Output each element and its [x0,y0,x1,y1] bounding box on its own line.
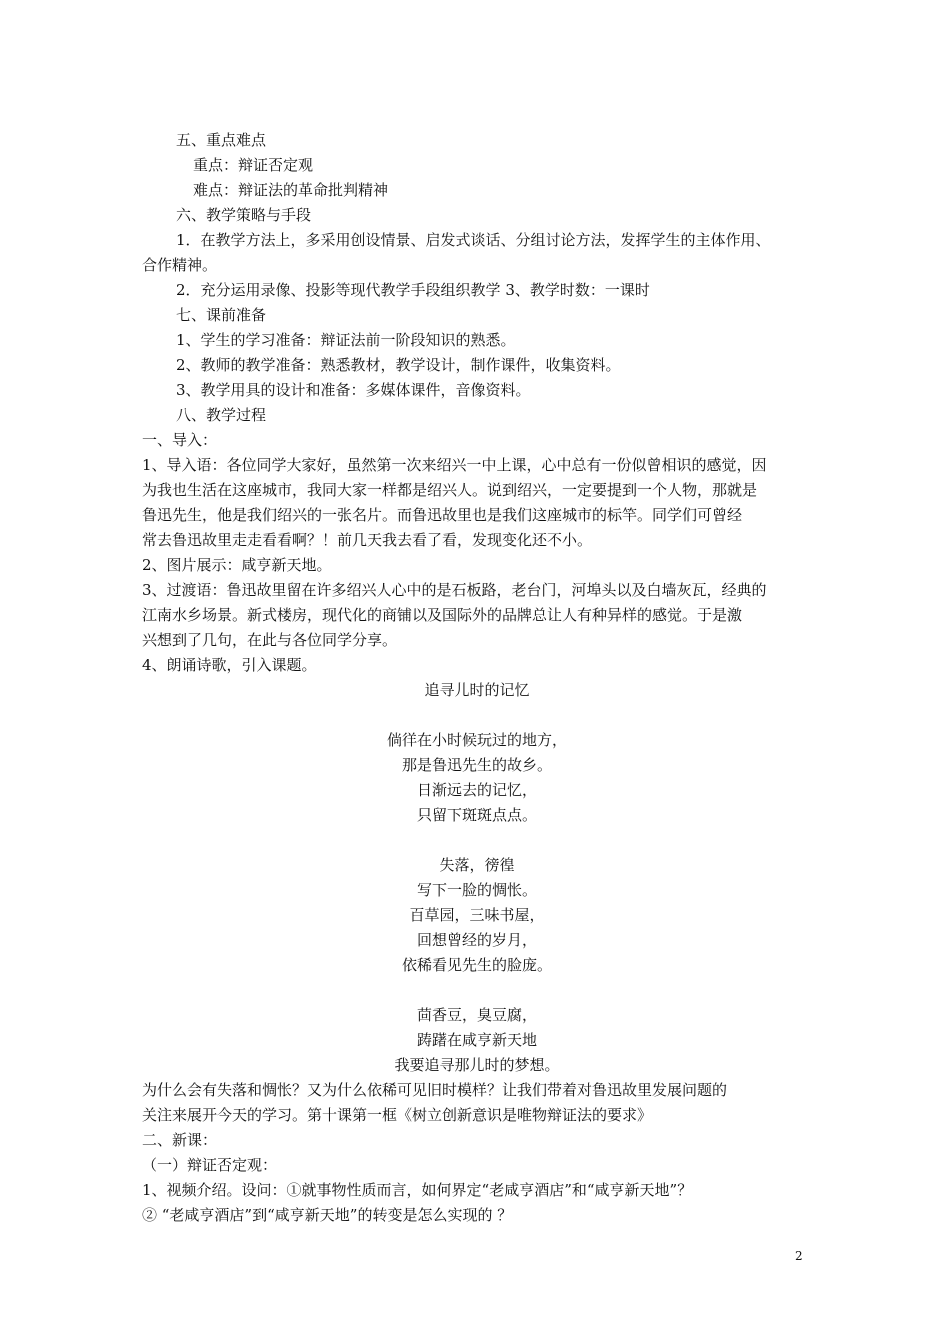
paragraph-line: ② “老咸亨酒店”到“咸亨新天地”的转变是怎么实现的 ？ [142,1206,513,1224]
paragraph-line: 1、导入语：各位同学大家好，虽然第一次来绍兴一中上课，心中总有一份似曾相识的感觉，因 [142,456,767,474]
poem-line: 依稀看见先生的脸庞。 [401,956,552,974]
section-new-lesson-heading: 二、新课： [142,1131,218,1149]
poem-line: 只留下斑斑点点。 [416,806,537,824]
heading-6: 六、教学策略与手段 [176,206,312,224]
heading-5: 五、重点难点 [176,131,267,149]
paragraph-line: 合作精神。 [142,256,218,274]
poem-line: 茴香豆，臭豆腐， [416,1006,537,1024]
heading-7: 七、课前准备 [176,306,267,324]
paragraph-line: 关注来展开今天的学习。第十课第一框《树立创新意识是唯物辩证法的要求》 [142,1106,653,1124]
paragraph-line: 兴想到了几句，在此与各位同学分享。 [142,631,398,649]
paragraph-line: 江南水乡场景。新式楼房，现代化的商铺以及国际外的品牌总让人有种异样的感觉。于是激 [142,606,743,624]
paragraph-line: 1、学生的学习准备：辩证法前一阶段知识的熟悉。 [176,331,516,349]
difficult-point: 难点：辩证法的革命批判精神 [193,181,389,199]
section-intro-heading: 一、导入： [142,431,218,449]
poem-line: 我要追寻那儿时的梦想。 [394,1056,560,1074]
poem-line: 倘徉在小时候玩过的地方， [386,731,567,749]
poem-line: 百草园，三味书屋， [409,906,545,924]
poem-line: 那是鲁迅先生的故乡。 [401,756,552,774]
paragraph-line: 常去鲁迅故里走走看看啊？！前几天我去看了看，发现变化还不小。 [142,531,593,549]
paragraph-line: 1、视频介绍。设问：①就事物性质而言，如何界定“老咸亨酒店”和“咸亨新天地”？ [142,1181,693,1199]
key-point: 重点：辩证否定观 [193,156,314,174]
paragraph-line: 2．充分运用录像、投影等现代教学手段组织教学 3、教学时数：一课时 [176,281,650,299]
paragraph-line: 2、图片展示：咸亨新天地。 [142,556,332,574]
poem-line: 回想曾经的岁月， [416,931,537,949]
poem-line: 日渐远去的记忆， [416,781,537,799]
paragraph-line: 1．在教学方法上，多采用创设情景、启发式谈话、分组讨论方法，发挥学生的主体作用、 [176,231,771,249]
paragraph-line: 2、教师的教学准备：熟悉教材，教学设计，制作课件，收集资料。 [176,356,621,374]
paragraph-line: 鲁迅先生，他是我们绍兴的一张名片。而鲁迅故里也是我们这座城市的标竿。同学们可曾经 [142,506,743,524]
poem-title: 追寻儿时的记忆 [424,681,530,699]
paragraph-line: 为我也生活在这座城市，我同大家一样都是绍兴人。说到绍兴，一定要提到一个人物，那就是 [142,481,758,499]
page-number: 2 [795,1249,803,1263]
heading-8: 八、教学过程 [176,406,267,424]
paragraph-line: 3、过渡语：鲁迅故里留在许多绍兴人心中的是石板路，老台门，河埠头以及白墙灰瓦，经典的 [142,581,767,599]
poem-line: 踌躇在咸亨新天地 [416,1031,537,1049]
poem-line: 写下一脸的惆怅。 [416,881,537,899]
paragraph-line: 3、教学用具的设计和准备：多媒体课件，音像资料。 [176,381,531,399]
poem-line: 失落，徬徨 [439,856,515,874]
paragraph-line: 4、朗诵诗歌，引入课题。 [142,656,317,674]
subsection-heading: （一）辩证否定观： [142,1156,278,1174]
paragraph-line: 为什么会有失落和惆怅？又为什么依稀可见旧时模样？让我们带着对鲁迅故里发展问题的 [142,1081,728,1099]
